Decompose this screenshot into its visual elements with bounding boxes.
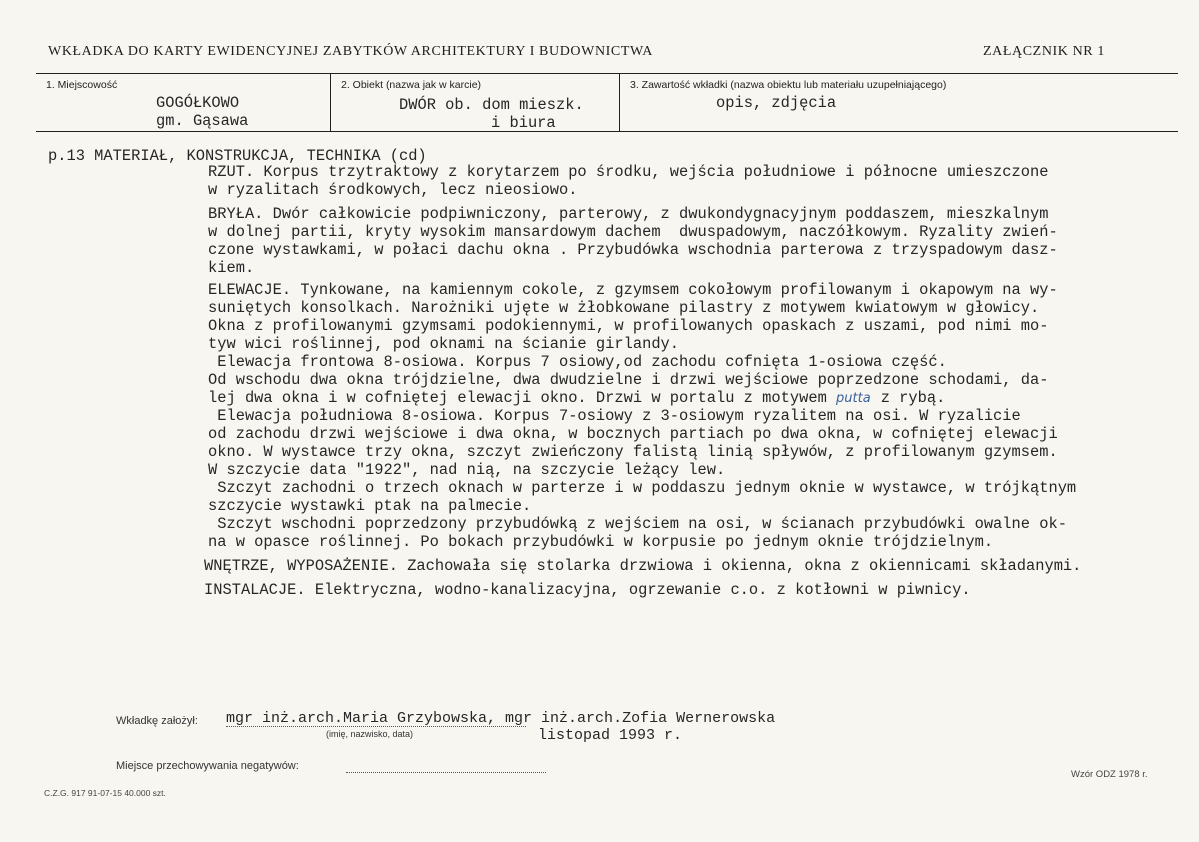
text-segment: z rybą. bbox=[880, 389, 946, 407]
object-value-line: i biura bbox=[491, 114, 556, 132]
text-line: RZUT. Korpus trzytraktowy z korytarzem po środku, wejścia południowe i północne umieszczone bbox=[208, 163, 1049, 181]
section-heading: p.13 MATERIAŁ, KONSTRUKCJA, TECHNIKA (cd) bbox=[48, 147, 427, 165]
locality-label: 1. Miejscowość bbox=[46, 79, 118, 91]
document-title: WKŁADKA DO KARTY EWIDENCYJNEJ ZABYTKÓW ARCHITEKTURY I BUDOWNICTWA bbox=[48, 44, 653, 59]
object-value-line: DWÓR ob. dom mieszk. bbox=[399, 96, 584, 114]
locality-value-line: GOGÓŁKOWO bbox=[156, 94, 240, 112]
handwritten-insert: putta bbox=[836, 391, 871, 406]
compiler-date: listopad 1993 r. bbox=[538, 727, 683, 744]
text-line: od zachodu drzwi wejściowe i dwa okna, w bocznych partiach po dwa okna, w cofniętej elewacji bbox=[208, 425, 1058, 443]
annex-number: ZAŁĄCZNIK NR 1 bbox=[983, 44, 1105, 59]
object-field bbox=[331, 74, 620, 131]
compiler-caption: (imię, nazwisko, data) bbox=[326, 729, 414, 739]
text-line: ELEWACJE. Tynkowane, na kamiennym cokole, z gzymsem cokołowym profilowanym i okapowym na wy- bbox=[208, 281, 1058, 299]
text-line: Elewacja południowa 8-osiowa. Korpus 7-osiowy z 3-osiowym ryzalitem na osi. W ryzalicie bbox=[208, 407, 1021, 425]
text-line: tyw wici roślinnej, pod oknami na ścianie girlandy. bbox=[208, 335, 680, 353]
text-segment: lej dwa okna i w cofniętej elewacji okno. Drzwi w portalu z motywem bbox=[208, 389, 837, 407]
text-line: kiem. bbox=[208, 259, 255, 277]
text-line bbox=[208, 389, 945, 408]
fields-table bbox=[36, 73, 1178, 132]
text-line: w ryzalitach środkowych, lecz nieosiowo. bbox=[208, 181, 578, 199]
compiler-value: mgr inż.arch.Maria Grzybowska, mgr inż.arch.Zofia Wernerowska bbox=[226, 710, 776, 727]
contents-value-line: opis, zdjęcia bbox=[716, 94, 837, 112]
compiler-label: Wkładkę założył: bbox=[116, 715, 198, 727]
text-line: W szczycie data "1922", nad nią, na szczycie leżący lew. bbox=[208, 461, 726, 479]
text-line: na w opasce roślinnej. Po bokach przybudówki w korpusie po jednym oknie trójdzielnym. bbox=[208, 533, 994, 551]
text-line: Szczyt zachodni o trzech oknach w parterze i w poddaszu jednym oknie w wystawce, w trójkątnym bbox=[208, 479, 1077, 497]
form-model: Wzór ODZ 1978 r. bbox=[1071, 769, 1148, 780]
text-line: Od wschodu dwa okna trójdzielne, dwa dwudzielne i drzwi wejściowe poprzedzone schodami, da- bbox=[208, 371, 1049, 389]
text-line: w dolnej partii, kryty wysokim mansardowym dachem dwuspadowym, naczółkowym. Ryzality zwień- bbox=[208, 223, 1058, 241]
locality-field bbox=[36, 74, 331, 131]
negatives-label: Miejsce przechowywania negatywów: bbox=[116, 760, 299, 772]
locality-value-line: gm. Gąsawa bbox=[156, 112, 249, 130]
text-line: szczycie wystawki ptak na palmecie. bbox=[208, 497, 532, 515]
text-line: okno. W wystawce trzy okna, szczyt zwieńczony falistą linią spływów, z profilowanym gzymsem. bbox=[208, 443, 1058, 461]
contents-field bbox=[620, 74, 1178, 131]
text-line: Elewacja frontowa 8-osiowa. Korpus 7 osiowy,od zachodu cofnięta 1-osiowa część. bbox=[208, 353, 947, 371]
text-line: Szczyt wschodni poprzedzony przybudówką z wejściem na osi, w ścianach przybudówki owalne ok- bbox=[208, 515, 1067, 533]
text-line: BRYŁA. Dwór całkowicie podpiwniczony, parterowy, z dwukondygnacyjnym poddaszem, mieszkalnym bbox=[208, 205, 1049, 223]
text-line: czone wystawkami, w połaci dachu okna . Przybudówka wschodnia parterowa z trzyspadowym dasz- bbox=[208, 241, 1058, 259]
contents-label: 3. Zawartość wkładki (nazwa obiektu lub materiału uzupełniającego) bbox=[630, 79, 947, 91]
text-line: Okna z profilowanymi gzymsami podokiennymi, w profilowanych opaskach z uszami, pod nimi mo- bbox=[208, 317, 1049, 335]
text-line: WNĘTRZE, WYPOSAŻENIE. Zachowała się stolarka drzwiowa i okienna, okna z okiennicami składanymi. bbox=[204, 557, 1082, 575]
object-label: 2. Obiekt (nazwa jak w karcie) bbox=[341, 79, 482, 91]
text-line: suniętych konsolkach. Narożniki ujęte w żłobkowane pilastry z motywem kwiatowym w głowicy. bbox=[208, 299, 1040, 317]
printer-note: C.Z.G. 917 91-07-15 40.000 szt. bbox=[44, 788, 166, 798]
negatives-dotted-line bbox=[346, 772, 546, 773]
text-line: INSTALACJE. Elektryczna, wodno-kanalizacyjna, ogrzewanie c.o. z kotłowni w piwnicy. bbox=[204, 581, 971, 599]
